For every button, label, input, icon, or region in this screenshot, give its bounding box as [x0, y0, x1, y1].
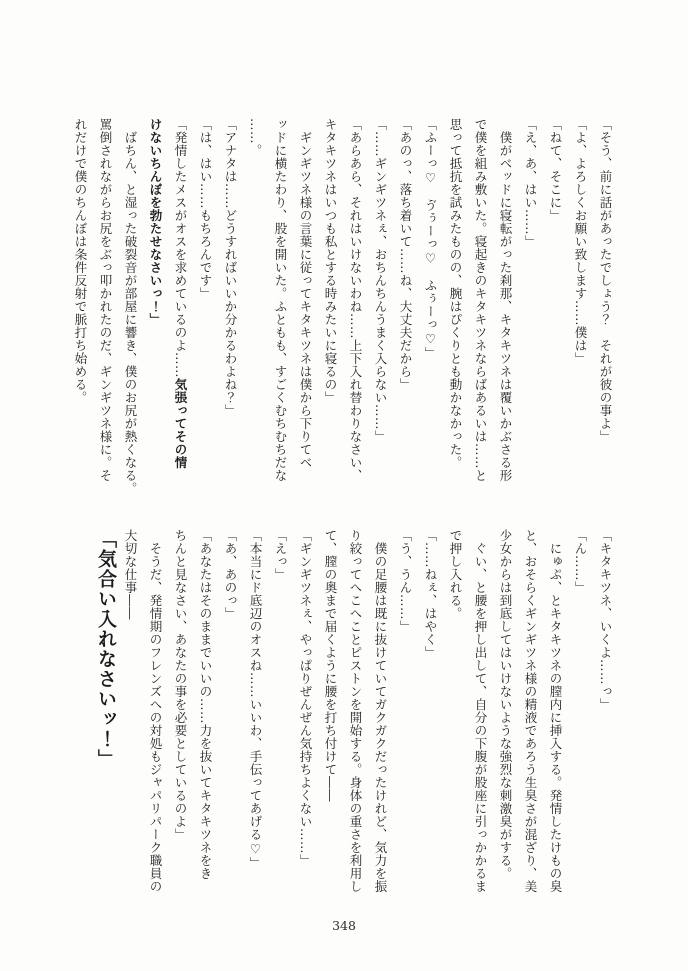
text-line: 「……ねぇ、はやく」 [423, 529, 438, 659]
text-line: ばちん、と湿った破裂音が部屋に響き、僕のお尻が熱くなる。 [123, 130, 138, 495]
text-line: 「えっ」 [273, 529, 288, 581]
text-block-top [68, 118, 618, 495]
text-line: ……。 [248, 118, 263, 157]
text-line: 大切な仕事―― [123, 529, 138, 620]
text-line: 「ねて、そこに」 [548, 118, 563, 222]
shout-line: 「気合い入れなさいッ！」 [95, 529, 117, 769]
text-line: 「ん……」 [573, 529, 588, 594]
text-line: 「アナタは……どうすればいいか分かるわよね？」 [223, 118, 238, 417]
text-line: 「そう、前に話があったでしょう？ それが彼の事よ」 [598, 118, 613, 443]
text-line: ちんと見なさい、あなたの事を必要としているのよ」 [173, 529, 188, 841]
text-line: 「え、あ、はい……」 [523, 118, 538, 248]
text-line: 「う、うん……」 [398, 529, 413, 633]
emphasis-text: 気張ってその情 [173, 378, 188, 469]
text-line: ッドに横たわり、股を開いた。ふともも、すごくむちむちだな [273, 118, 288, 482]
text-line: 少女からは到底してはいけないような強烈な刺激臭がする。 [498, 529, 513, 880]
text-line: ギンギツネ様の言葉に従ってキタキツネは僕から下りてベ [298, 130, 313, 469]
text-line: 「……ギンギツネぇ、おちんちんうまく入らない……」 [373, 118, 388, 443]
text-line: キタキツネはいつも私とする時みたいに寝るの」 [323, 118, 338, 404]
page-number: 348 [332, 918, 356, 933]
emphasis-line: けないちんぼを勃たせなさいっ！」 [148, 118, 163, 326]
text-line: 罵倒されながらお尻をぶっ叩かれたのだ、ギンギツネ様に。そ [98, 118, 113, 482]
text-line: 「あのっ、落ち着いて……ね、大丈夫だから」 [398, 118, 413, 391]
text-line: で僕を組み敷いた。寝起きのキタキツネならばあるいは……と [473, 118, 488, 482]
text-line: 「ふーっ♡ ゔぅーっ♡ ふぅーっ♡」 [423, 118, 438, 360]
text-line: と、おそらくギンギツネ様の精液であろう生臭さが混ざり、美 [523, 529, 538, 893]
text-line: 「あ、あのっ」 [223, 529, 238, 620]
text-line: 僕の足腰は既に抜けていてガクガクだったけれど、気力を振 [373, 541, 388, 893]
text-line: 僕がベッドに寝転がった刹那、キタキツネは覆いかぶさる形 [498, 130, 513, 482]
text-line: そうだ、発情期のフレンズへの対処もジャパリパーク職員の [148, 541, 163, 893]
text-line: で押し入れる。 [448, 529, 463, 620]
text-line: 思って抵抗を試みたものの、腕はぴくりとも動かなかった。 [448, 118, 463, 469]
text-line: 「あらあら、それはいけないわね……上下入れ替わりなさい、 [348, 118, 363, 482]
text-line: て、膣の奥まで届くように腰を打ち付けて―― [323, 529, 338, 802]
text-segment: 「発情したメスがオスを求めているのよ…… [173, 118, 188, 378]
text-line: ぐい、と腰を押し出して、自分の下腹が股座に引っかかるま [473, 541, 488, 893]
text-line: 「よ、よろしくお願い致します……僕は」 [573, 118, 588, 365]
text-line: 「ギンギツネぇ、やっぱりぜんぜん気持ちよくない……」 [298, 529, 313, 867]
text-line: にゅぷ、とキタキツネの膣内に挿入する。発情したけもの臭 [548, 541, 563, 893]
text-block-bottom [93, 529, 618, 893]
text-line: り絞ってへこへことピストンを開始する。身体の重さを利用し [348, 529, 363, 893]
text-line: れだけで僕のちんぼは条件反射で脈打ち始める。 [73, 118, 88, 404]
text-line: 「あなたはそのままでいいの……力を抜いてキタキツネをき [198, 529, 213, 880]
emphasis-line [168, 118, 193, 468]
text-line: 「キタキツネ、いくよ……っ」 [598, 529, 613, 711]
text-line: 「本当にド底辺のオスね……いいわ、手伝ってあげる♡」 [248, 529, 263, 870]
text-line: 「は、はい……もちろんです」 [198, 118, 213, 300]
